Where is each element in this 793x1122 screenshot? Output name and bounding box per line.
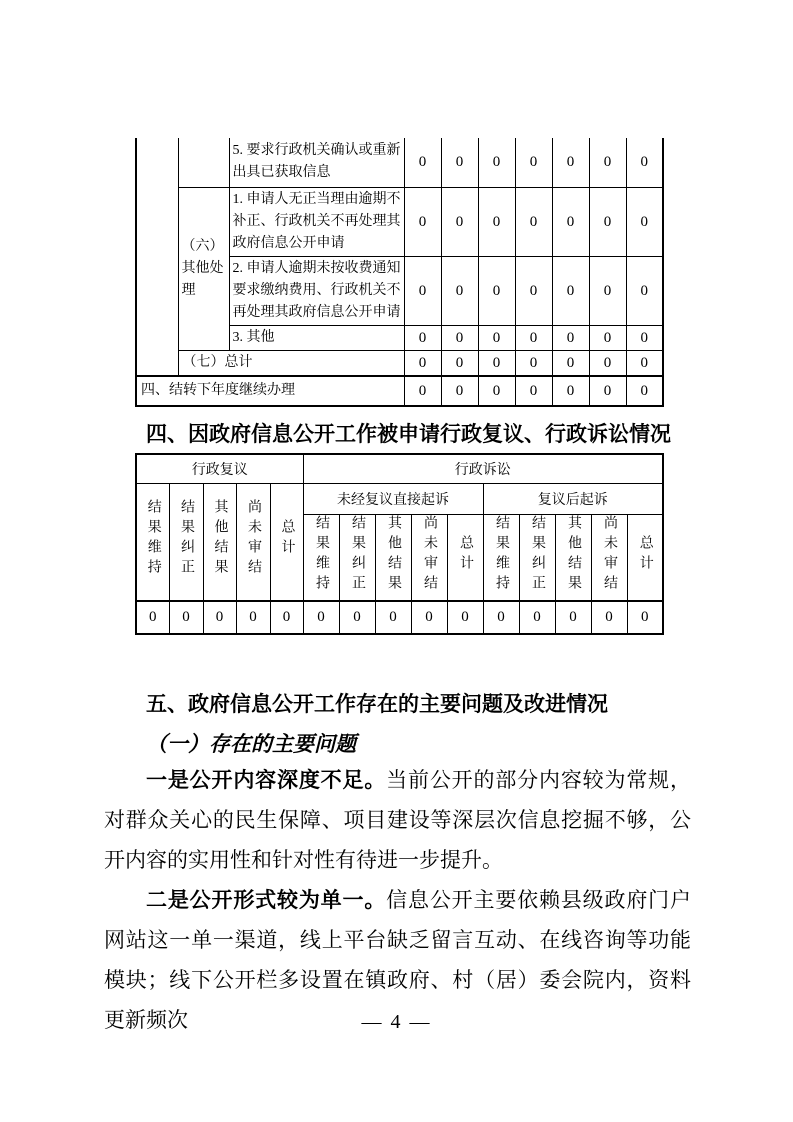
column-header xyxy=(136,483,169,601)
value-cell: 0 xyxy=(589,187,626,256)
table-row xyxy=(136,376,663,406)
value-cell: 0 xyxy=(447,601,483,634)
section5-body xyxy=(104,760,691,1040)
value-cell: 0 xyxy=(515,256,552,325)
column-header xyxy=(627,514,663,601)
value-cell: 0 xyxy=(411,601,447,634)
value-cell: 0 xyxy=(478,138,515,187)
value-cell: 0 xyxy=(589,376,626,406)
section5-title: 五、政府信息公开工作存在的主要问题及改进情况 xyxy=(146,693,608,716)
value-cell: 0 xyxy=(626,187,663,256)
paragraph-2-text: 信息公开主要依赖县级政府门户网站这一单一渠道，线上平台缺乏留言互动、在线咨询等功能模块；线下公开栏多设置在镇政府、村（居）委会院内，资料更新频次 xyxy=(104,888,692,1032)
column-header-label: 总计 xyxy=(279,519,295,559)
column-header-label: 结果维持 xyxy=(494,514,509,595)
value-cell: 0 xyxy=(589,256,626,325)
column-header-label: 尚未审结 xyxy=(602,514,617,595)
value-cell: 0 xyxy=(515,376,552,406)
value-cell: 0 xyxy=(589,138,626,187)
value-cell: 0 xyxy=(555,601,591,634)
value-cell: 0 xyxy=(404,350,441,376)
spanning-empty-cell xyxy=(136,138,178,376)
paragraph-1-lead: 一是公开内容深度不足。 xyxy=(146,768,387,792)
value-cell: 0 xyxy=(441,138,478,187)
value-cell: 0 xyxy=(441,187,478,256)
value-cell: 0 xyxy=(478,256,515,325)
section4-title: 四、因政府信息公开工作被申请行政复议、行政诉讼情况 xyxy=(146,423,671,446)
section5-subtitle: （一）存在的主要问题 xyxy=(146,732,356,756)
row-label-cell: 3. 其他 xyxy=(229,325,404,350)
group-header-review: 行政复议 xyxy=(136,454,303,483)
value-cell: 0 xyxy=(515,350,552,376)
review-litigation-table xyxy=(135,453,664,635)
column-header-label: 其他结果 xyxy=(212,499,228,579)
row-label-cell: （七）总计 xyxy=(178,350,404,376)
empty-group-cell xyxy=(178,138,229,187)
value-cell: 0 xyxy=(404,187,441,256)
value-cell: 0 xyxy=(515,138,552,187)
value-cell: 0 xyxy=(203,601,236,634)
value-cell: 0 xyxy=(626,376,663,406)
column-header xyxy=(447,514,483,601)
row-label-cell: 四、结转下年度继续办理 xyxy=(136,376,404,406)
value-cell: 0 xyxy=(515,187,552,256)
value-cell: 0 xyxy=(478,376,515,406)
table-row xyxy=(136,601,663,634)
value-cell: 0 xyxy=(136,601,169,634)
value-cell: 0 xyxy=(404,376,441,406)
column-header-label: 结果纠正 xyxy=(179,499,194,579)
value-cell: 0 xyxy=(441,325,478,350)
value-cell: 0 xyxy=(441,376,478,406)
value-cell: 0 xyxy=(270,601,303,634)
column-header-label: 尚未审结 xyxy=(422,514,437,595)
value-cell: 0 xyxy=(626,325,663,350)
subgroup-header-after: 复议后起诉 xyxy=(483,483,663,514)
value-cell: 0 xyxy=(404,138,441,187)
column-header xyxy=(591,514,627,601)
column-header xyxy=(411,514,447,601)
value-cell: 0 xyxy=(626,350,663,376)
value-cell: 0 xyxy=(552,256,589,325)
value-cell: 0 xyxy=(303,601,339,634)
column-header-label: 其他结果 xyxy=(566,514,581,595)
value-cell: 0 xyxy=(552,376,589,406)
column-header xyxy=(303,514,339,601)
column-header-label: 结果维持 xyxy=(314,514,329,595)
column-header-label: 尚未审结 xyxy=(246,499,261,579)
value-cell: 0 xyxy=(627,601,663,634)
table-row xyxy=(136,187,663,256)
column-header xyxy=(375,514,411,601)
column-header-label: 结果纠正 xyxy=(350,514,365,595)
column-header-label: 其他结果 xyxy=(386,514,401,595)
value-cell: 0 xyxy=(375,601,411,634)
subgroup-header-direct: 未经复议直接起诉 xyxy=(303,483,483,514)
value-cell: 0 xyxy=(519,601,555,634)
column-header-label: 结果维持 xyxy=(145,499,161,579)
column-header xyxy=(519,514,555,601)
paragraph-2-lead: 二是公开形式较为单一。 xyxy=(146,888,387,912)
row-label-cell: 1. 申请人无正当理由逾期不补正、行政机关不再处理其政府信息公开申请 xyxy=(229,187,404,256)
value-cell: 0 xyxy=(515,325,552,350)
table-row xyxy=(136,454,663,483)
column-header-label: 总计 xyxy=(637,534,653,575)
column-header xyxy=(236,483,270,601)
table-row xyxy=(136,350,663,376)
column-header-label: 总计 xyxy=(458,534,473,575)
group-header-litigation: 行政诉讼 xyxy=(303,454,663,483)
value-cell: 0 xyxy=(552,187,589,256)
value-cell: 0 xyxy=(404,325,441,350)
column-header xyxy=(555,514,591,601)
value-cell: 0 xyxy=(236,601,270,634)
paragraph-1-text: 当前公开的部分内容较为常规，对群众关心的民生保障、项目建设等深层次信息挖掘不够，公开内容的实用性和针对性有待进一步提升。 xyxy=(104,768,692,872)
value-cell: 0 xyxy=(441,350,478,376)
value-cell: 0 xyxy=(589,350,626,376)
value-cell: 0 xyxy=(589,325,626,350)
column-header xyxy=(339,514,375,601)
value-cell: 0 xyxy=(626,138,663,187)
column-header xyxy=(483,514,519,601)
column-header xyxy=(203,483,236,601)
value-cell: 0 xyxy=(441,256,478,325)
row-label-cell: 5. 要求行政机关确认或重新出具已获取信息 xyxy=(229,138,404,187)
table-row xyxy=(136,138,663,187)
value-cell: 0 xyxy=(339,601,375,634)
value-cell: 0 xyxy=(591,601,627,634)
value-cell: 0 xyxy=(483,601,519,634)
value-cell: 0 xyxy=(478,187,515,256)
value-cell: 0 xyxy=(626,256,663,325)
value-cell: 0 xyxy=(478,325,515,350)
table-row xyxy=(136,483,663,514)
value-cell: 0 xyxy=(552,138,589,187)
paragraph-1 xyxy=(104,760,691,880)
column-header-label: 结果纠正 xyxy=(530,514,545,595)
page-number: — 4 — xyxy=(361,1011,432,1033)
value-cell: 0 xyxy=(404,256,441,325)
value-cell: 0 xyxy=(478,350,515,376)
value-cell: 0 xyxy=(552,350,589,376)
group-label-cell: （六）其他处理 xyxy=(178,187,229,350)
continued-statistics-table xyxy=(135,138,664,407)
value-cell: 0 xyxy=(169,601,203,634)
value-cell: 0 xyxy=(552,325,589,350)
column-header xyxy=(270,483,303,601)
row-label-cell: 2. 申请人逾期未按收费通知要求缴纳费用、行政机关不再处理其政府信息公开申请 xyxy=(229,256,404,325)
column-header xyxy=(169,483,203,601)
